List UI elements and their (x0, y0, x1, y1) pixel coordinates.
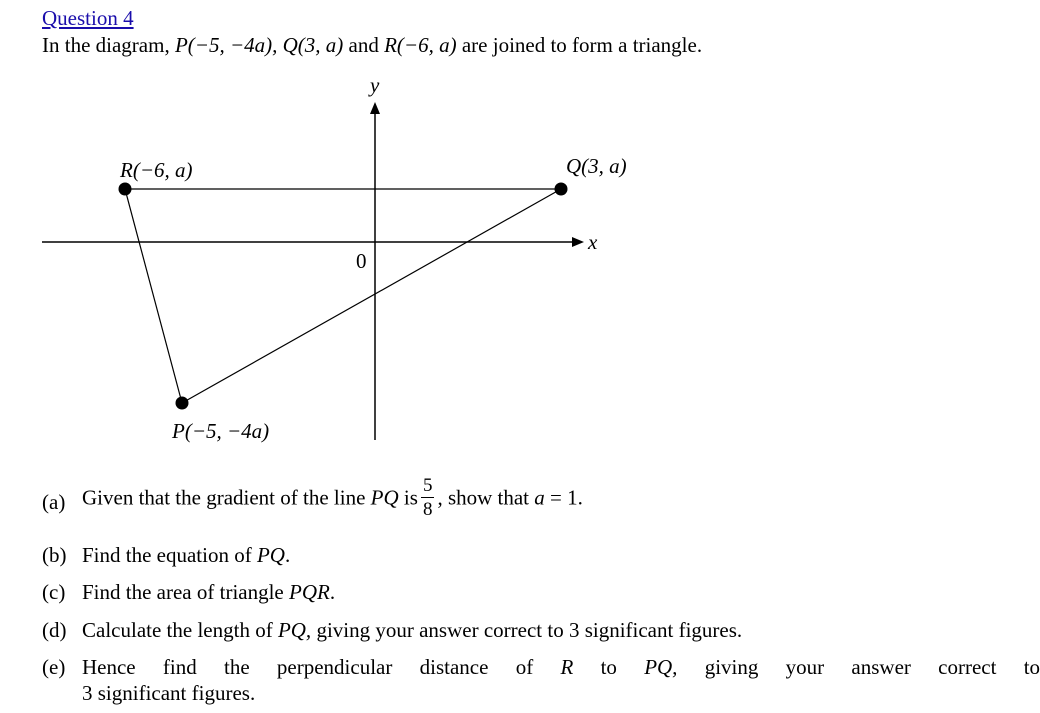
part-a-line: PQ (370, 485, 399, 510)
part-b-label: (b) (42, 543, 67, 567)
part-c-words: Find the area of triangle (82, 580, 284, 604)
intro-suffix: are joined to form a triangle. (461, 33, 703, 57)
part-e-point: R (560, 655, 574, 679)
side-pr (125, 189, 182, 403)
part-a-label: (a) (42, 490, 66, 514)
part-b-end: . (284, 543, 291, 567)
part-e-line2: 3 significant figures. (82, 681, 256, 705)
fraction-numerator: 5 (422, 475, 433, 496)
part-e-word: correct (938, 655, 997, 679)
x-axis-label: x (588, 230, 598, 254)
part-e-word: giving (704, 655, 759, 679)
part-e-label: (e) (42, 655, 66, 679)
intro-and: and (348, 33, 379, 57)
intro-point-r: R(−6, a) (384, 33, 457, 57)
point-r-dot (119, 183, 132, 196)
part-e-line1 (82, 655, 1040, 680)
part-a-var: a (534, 485, 545, 510)
part-a-text (82, 475, 583, 521)
part-d-label: (d) (42, 618, 67, 642)
part-e-line: PQ, (644, 655, 678, 679)
intro-point-q: Q(3, a) (282, 33, 344, 57)
part-c-label: (c) (42, 580, 66, 604)
part-e-word: Hence (82, 655, 136, 679)
part-b-line: PQ (256, 543, 285, 567)
part-d-before: Calculate the length of (82, 618, 273, 642)
part-e-word: perpendicular (276, 655, 393, 679)
point-p-dot (176, 397, 189, 410)
part-c-end: . (329, 580, 336, 604)
part-a-before: Given that the gradient of the line (82, 485, 366, 510)
point-q-dot (555, 183, 568, 196)
part-c-text (82, 580, 335, 605)
part-e-word: your (785, 655, 825, 679)
part-b-text (82, 543, 290, 568)
fraction-denominator: 8 (422, 499, 433, 520)
part-b-words: Find the equation of (82, 543, 252, 567)
intro-point-p: P(−5, −4a), (174, 33, 278, 57)
part-e (42, 655, 1040, 707)
part-e-word: to (600, 655, 617, 679)
x-axis-arrow-icon (572, 237, 584, 247)
part-e-word: distance (419, 655, 489, 679)
part-e-word: the (224, 655, 250, 679)
part-d-after: giving your answer correct to 3 significant figures. (316, 618, 743, 642)
part-e-word: of (515, 655, 534, 679)
part-e-word: answer (851, 655, 911, 679)
part-a (42, 475, 982, 528)
part-a-after: , show that (437, 485, 530, 510)
intro-prefix: In the diagram, (42, 33, 170, 57)
point-p-label: P(−5, −4a) (172, 419, 270, 443)
part-e-word: find (162, 655, 197, 679)
part-d-text (82, 618, 742, 643)
point-r-label: R(−6, a) (120, 158, 193, 182)
y-axis-arrow-icon (370, 102, 380, 114)
part-c-triangle: PQR (289, 580, 330, 604)
point-q-label: Q(3, a) (566, 154, 627, 178)
y-axis-label: y (370, 73, 380, 97)
question-heading: Question 4 (42, 6, 134, 30)
origin-label: 0 (356, 249, 367, 273)
part-d-line: PQ, (277, 618, 312, 642)
side-qp (182, 189, 561, 403)
part-a-is: is (403, 485, 418, 510)
gradient-fraction (421, 476, 435, 519)
part-a-eq: = 1. (550, 485, 583, 510)
part-e-word: to (1023, 655, 1040, 679)
